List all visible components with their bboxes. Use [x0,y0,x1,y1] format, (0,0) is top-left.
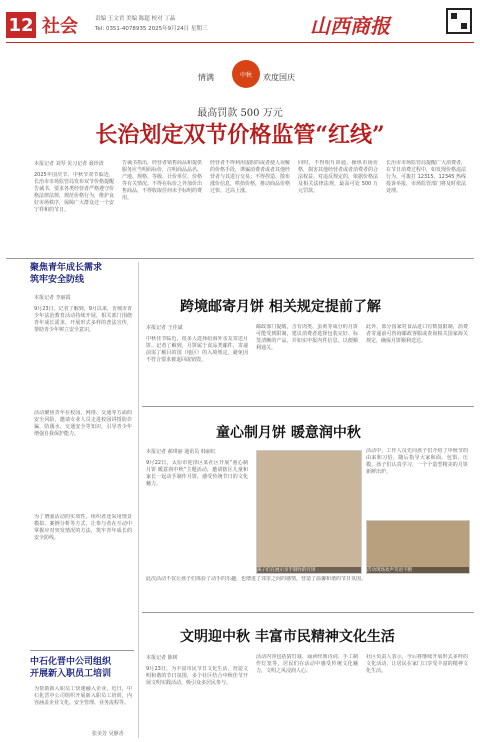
story4-title: 文明迎中秋 丰富市民精神文化生活 [180,629,395,645]
story3-photo-2 [366,520,470,574]
sidebar1-body2: 活动聚焦青年在校园、网络、交通等方面的安全风险，邀请专业人员走进校园讲授防诈骗、防溺水、交通安全等知识，引导青少年增强自我保护能力。 [34,410,132,437]
sidebar1-title-line2: 筑牢安全防线 [30,275,85,285]
story4-body3: 社区负责人表示，今后将继续开展形式多样的文化活动，让居民在家门口享受丰富的精神文化生活。 [366,654,468,674]
section-name: 社会 [42,16,78,37]
story4-body2: 活动内容包括猜灯谜、诵读经典诗词、手工制作灯笼等，居民们在活动中感受传统文化魅力，文明之风浸润人心。 [256,654,358,674]
story2-title: 跨境邮寄月饼 相关规定提前了解 [180,299,381,315]
sidebar1-title [30,262,102,286]
lead-divider [6,258,474,259]
lead-byline: 本报记者 刘琴 见习记者 聂珍清 [34,161,104,167]
lead-body-col1: 2025年国庆节、中秋节双节临近，长治市市场监管局发布双节价格提醒告诫书，要求各类经营者严格遵守价格法律法规，规范价格行为，维护良好市场秩序，保障广大群众过一个安宁祥和的节日。 [34,172,114,213]
lead-subtitle: 最高罚款 500 万元 [197,108,283,119]
sidebar1-body3: 为了增强活动的实效性，组织者还采用情景模拟、案例分析等方式，让参与者在互动中掌握应对突发情况的方法，筑牢青年成长的安全防线。 [34,514,132,541]
header-rule [6,42,474,43]
page-number: 12 [6,12,36,38]
story2-body2: 邮政部门提醒，含有肉类、蛋黄等成分的月饼可能受到限制，建议消费者选择包装完好、标签清晰的产品，并如实申报内件信息，以便顺利通关。 [256,324,358,351]
sidebar2-body: 为帮助新入职员工快速融入企业，近日，中石化晋中公司组织开展新入职员工培训，内容涵盖企业文化、安全管理、业务流程等。 [34,686,132,706]
newspaper-logo: 山西商报 [310,14,390,38]
lead-body-col4: 同时，不得相互串通，操纵市场价格，损害其他经营者或者消费者的合法权益。对违反规定的，依据价格法及相关法律法规，最高可处 500 万元罚款。 [298,160,378,194]
sidebar1-body1: 9月23日，记者了解到，9月以来，晋城市青少年法治教育活动持续开展，相关部门围绕青年成长需求，开展形式多样的普法宣传，帮助青少年树立安全意识。 [34,306,132,333]
story2-body3: 此外，部分国家对食品进口有数量限制，消费者寄递前可咨询邮政客服或查询相关国家海关规定，确保月饼顺利送达。 [366,324,468,344]
story3-divider [142,612,474,613]
lead-body-col3: 经营者不得利用虚假的或者使人误解的价格手段，诱骗消费者或者其他经营者与其进行交易；不得捏造、散布涨价信息，哄抬价格，推动商品价格过快、过高上涨。 [210,160,290,194]
date-line: Tel: 0351-4078935 2025年9月24日 星期三 [95,26,208,32]
sidebar1-title-line1: 聚焦青年成长需求 [30,263,103,273]
story3-body3: 此次活动不仅让孩子们体验了动手的乐趣，也增进了邻里之间的感情，营造了温馨和谐的节日氛围。 [146,576,367,582]
lead-title: 长治划定双节价格监管“红线” [95,122,385,148]
sidebar1-byline: 本报记者 李丽霞 [34,295,71,301]
sidebar2-title [30,656,111,680]
story4-body1: 9月23日，为丰富市民节日文化生活，营造文明和谐的节日氛围，多个社区结合中秋佳节开展文明实践活动，吸引众多居民参与。 [146,666,248,686]
story2-divider [142,406,474,407]
sidebar2-title-line1: 中石化晋中公司组织 [30,657,112,667]
story3-body1: 9月22日，太原市迎泽区某社区开展“童心制月饼 暖意润中秋”主题活动，邀请辖区儿童和家长一起动手制作月饼，感受传统节日的文化魅力。 [146,460,248,487]
banner-right: 欢度国庆 [263,73,295,82]
story2-byline: 本报记者 王佳斌 [146,325,183,331]
sidebar-divider [30,650,134,651]
story3-photo-1 [256,450,362,574]
story3-byline: 本报记者 郝琪丽 通讯员 韩丽红 [146,449,216,455]
sidebar2-byline: 张美芳 吴静香 [92,731,124,737]
qr-code-icon [446,8,472,34]
banner-left: 情满 [198,73,214,82]
sidebar2-title-line2: 开展新入职员工培训 [30,669,112,679]
story3-title: 童心制月饼 暖意润中秋 [216,425,361,441]
story3-body2: 活动中，工作人员先向孩子们介绍了中秋节的由来和习俗，随后指导大家和面、包馅、压模。孩子们认真学习，一个个造型精美的月饼新鲜出炉。 [366,448,468,475]
editor-line: 责编 王文君 美编 陈超 校对 丁晶 [95,16,176,22]
lead-body-col2: 告诫书指出，经营者销售商品和提供服务应当明码标价，注明商品品名、产地、规格、等级、计价单位、价格等有关情况。不得在标价之外加价出售商品，不得收取任何未予标明的费用。 [122,160,202,201]
column-divider [138,262,139,738]
lead-body-col5: 长治市市场监管局提醒广大消费者，在节日消费过程中，如发现价格违法行为，可拨打 12315、12345 热线投诉举报，市场监管部门将及时依法处理。 [386,160,466,194]
story3-photo-1-caption: 孩子们在展示亲手制作的月饼 [257,567,361,573]
story4-byline: 本报记者 陈树 [146,655,178,661]
banner-emblem: 中秋 [232,60,260,88]
story2-body1: 中秋佳节临近，很多人选择给海外亲友寄送月饼。记者了解到，月饼属于食品类邮件，寄递前需了解目的国（地区）的入境规定，避免因不符合要求被退回或销毁。 [146,336,248,363]
story3-photo-2-caption: 活动现场欢声笑语不断 [367,567,469,573]
